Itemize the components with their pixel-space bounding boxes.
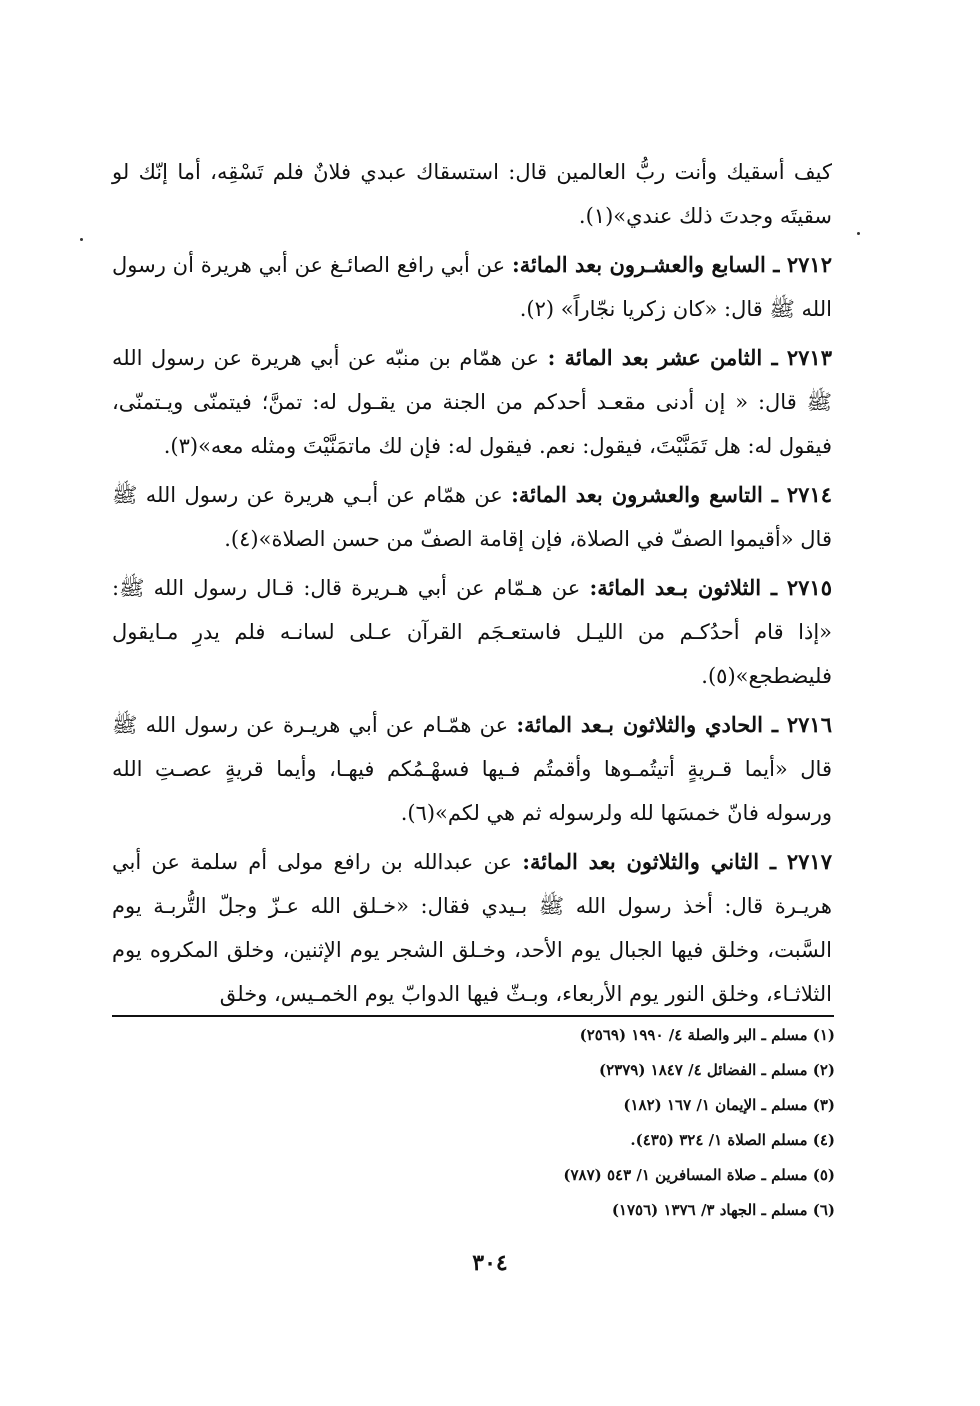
scan-speck xyxy=(857,232,860,235)
paragraph-hadith-2712 xyxy=(112,243,832,331)
footnote-2: (٢) مسلم ـ الفضائل ٤/ ١٨٤٧ (٢٣٧٩) xyxy=(598,1061,835,1079)
hadith-text: كيف أسقيك وأنت ربُّ العالمين قال: استسقاك عبدي فلانٌ فلم تَسْقِه، أما إنّك لو سقيتَه وجدتَ ذلك عندي»(١). xyxy=(112,160,832,228)
hadith-heading: ٢٧١٣ ـ الثامن عشر بعد المائة : xyxy=(547,345,832,370)
hadith-text: عن عبدالله بن رافع مولى أم سلمة عن أبي هريـرة قال: أخذ رسول الله ﷺ بـيدي فقال: «خـلق الله عـزّ وجلّ التُّربـة يوم السَّبت، وخلق فيها الجبال يوم الأحد، وخـلق الشجر يوم الإثنين، وخلق المكروه يوم الثلاثـاء، وخلق النور يوم الأربعاء، وبـثّ فيها الدوابّ يوم الخمـيس، وخلق xyxy=(112,850,832,1006)
footnotes xyxy=(140,1018,835,1228)
hadith-text: عن همّـام عن أبي هريـرة عن رسول الله ﷺ قال «أيما قـريةٍ أتيتُمـوها وأقمتُم فـيها فسهْـمُكم فيهـا، وأيما قريةٍ عصـتِ الله ورسوله فانّ خمسَها لله ولرسوله ثم هي لكم»(٦). xyxy=(112,713,832,825)
paragraph-hadith-2716 xyxy=(112,703,832,835)
paragraph-hadith-2713 xyxy=(112,336,832,468)
page-number: ٣٠٤ xyxy=(472,1250,508,1276)
hadith-text: عن هـمّام عن أبي هـريرة قال: قـال رسول الله ﷺ: «إذا قام أحدُكـم من الليـل فاستعـجَم القرآن عـلى لسانـه فلم يدرِ مـايقول فليضطجع»(٥). xyxy=(112,576,832,688)
footnote-5: (٥) مسلم ـ صلاة المسافرين ١/ ٥٤٣ (٧٨٧) xyxy=(563,1166,835,1184)
paragraph-hadith-2714 xyxy=(112,473,832,561)
hadith-heading: ٢٧١٥ ـ الثلاثون بـعد المائة: xyxy=(589,575,832,600)
hadith-heading: ٢٧١٢ ـ السابع والعشـرون بعد المائة: xyxy=(511,252,832,277)
paragraph-continuation xyxy=(112,150,832,238)
footnote-6: (٦) مسلم ـ الجهاد ٣/ ١٣٧٦ (١٧٥٦) xyxy=(611,1201,835,1219)
hadith-text: عن همّام بن منبّه عن أبي هريرة عن رسول الله ﷺ قال: « إن أدنى مقعـد أحدكم من الجنة من يقـول له: تمنَّ؛ فيتمنّى ويـتمنّى، فيقول له: هل تَمَنَّيْتَ، فيقول: نعم. فيقول له: فإن لك ماتمَنَّيْتَ ومثله معه»(٣). xyxy=(112,346,832,458)
paragraph-hadith-2715 xyxy=(112,566,832,698)
paragraph-hadith-2717 xyxy=(112,840,832,1016)
hadith-heading: ٢٧١٦ ـ الحادي والثلاثون بـعد المائة: xyxy=(516,712,832,737)
hadith-heading: ٢٧١٤ ـ التاسع والعشرون بعد المائة: xyxy=(511,482,833,507)
footnote-3: (٣) مسلم ـ الإيمان ١/ ١٦٧ (١٨٢) xyxy=(623,1096,835,1114)
scan-speck xyxy=(80,238,83,241)
footnote-1: (١) مسلم ـ البر والصلة ٤/ ١٩٩٠ (٢٥٦٩) xyxy=(579,1026,835,1044)
hadith-text: عن همّام عن أبـي هريرة عن رسول الله ﷺ قال «أقيموا الصفّ في الصلاة، فإن إقامة الصفّ من حسن الصلاة»(٤). xyxy=(112,483,832,551)
hadith-text: عن أبي رافع الصائـغ عن أبي هريرة أن رسول الله ﷺ قال: «كان زكريا نجّاراً» (٢). xyxy=(112,253,832,321)
footnote-4: (٤) مسلم الصلاة ١/ ٣٢٤ (٤٣٥). xyxy=(630,1131,835,1149)
footnote-separator xyxy=(112,1015,834,1017)
hadith-heading: ٢٧١٧ ـ الثاني والثلاثون بعد المائة: xyxy=(522,849,832,874)
main-text xyxy=(112,150,832,1021)
